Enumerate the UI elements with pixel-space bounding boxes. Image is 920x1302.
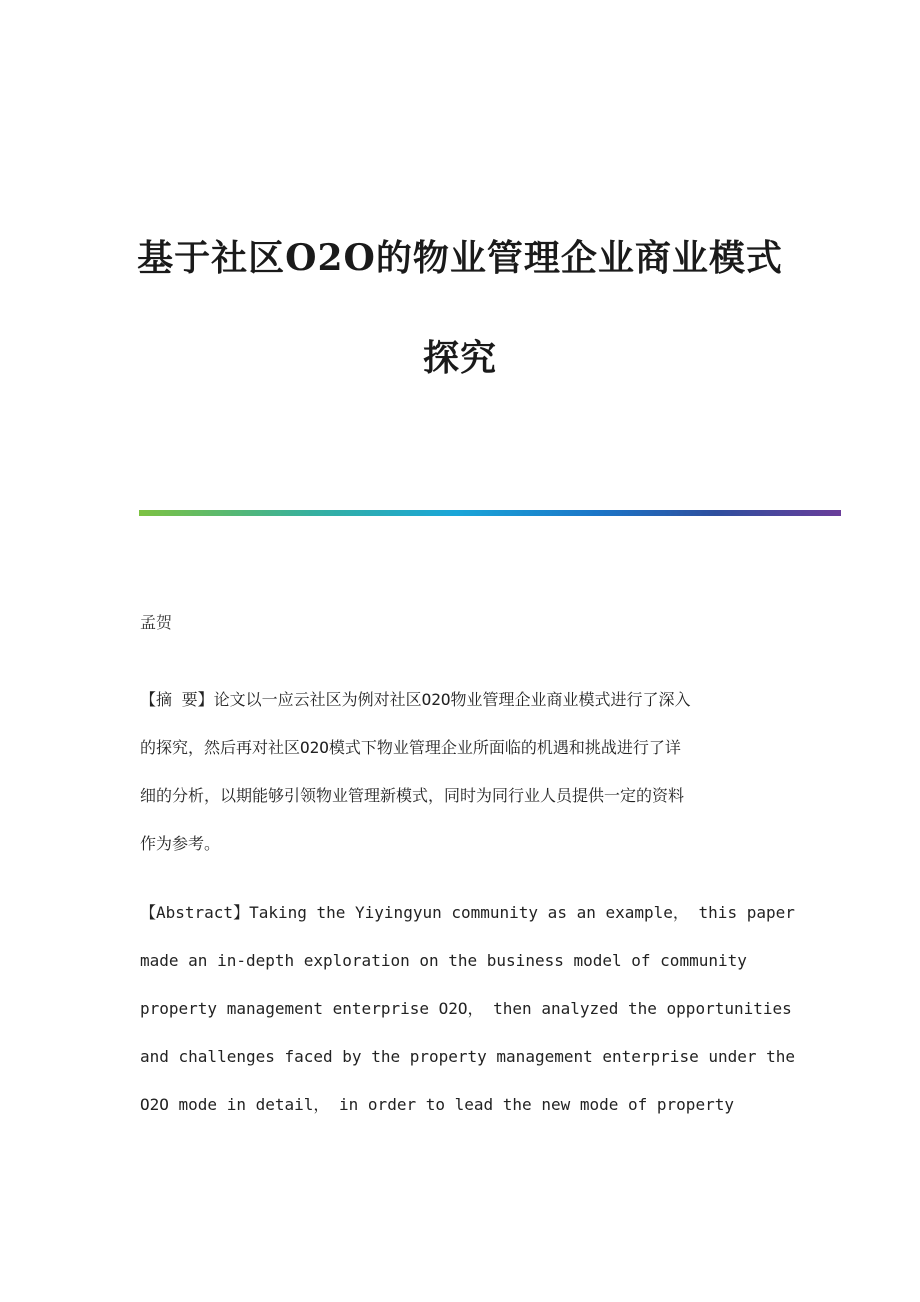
abstract-cn-line: 【摘 要】论文以一应云社区为例对社区O2O物业管理企业商业模式进行了深入: [140, 690, 691, 709]
abstract-en-line: O2O mode in detail， in order to lead the new mode of property: [140, 1095, 734, 1114]
author-name: 孟贺: [140, 613, 173, 632]
abstract-en-line: 【Abstract】Taking the Yiyingyun community as an example， this paper: [140, 903, 795, 922]
title-line-2: 探究: [422, 337, 497, 379]
abstract-cn-line: 的探究，然后再对社区O2O模式下物业管理企业所面临的机遇和挑战进行了详: [140, 738, 681, 757]
title-line-1: 基于社区O2O的物业管理企业商业模式: [137, 237, 783, 279]
abstract-english: [140, 889, 800, 1129]
abstract-en-line: and challenges faced by the property management enterprise under the: [140, 1047, 796, 1066]
abstract-en-line: property management enterprise O2O， then analyzed the opportunities: [140, 999, 792, 1018]
abstract-cn-line: 细的分析，以期能够引领物业管理新模式，同时为同行业人员提供一定的资料: [140, 786, 685, 805]
abstract-chinese: [140, 676, 780, 868]
abstract-cn-line: 作为参考。: [140, 834, 221, 853]
gradient-divider: [139, 510, 841, 516]
abstract-en-line: made an in-depth exploration on the business model of community: [140, 951, 747, 970]
